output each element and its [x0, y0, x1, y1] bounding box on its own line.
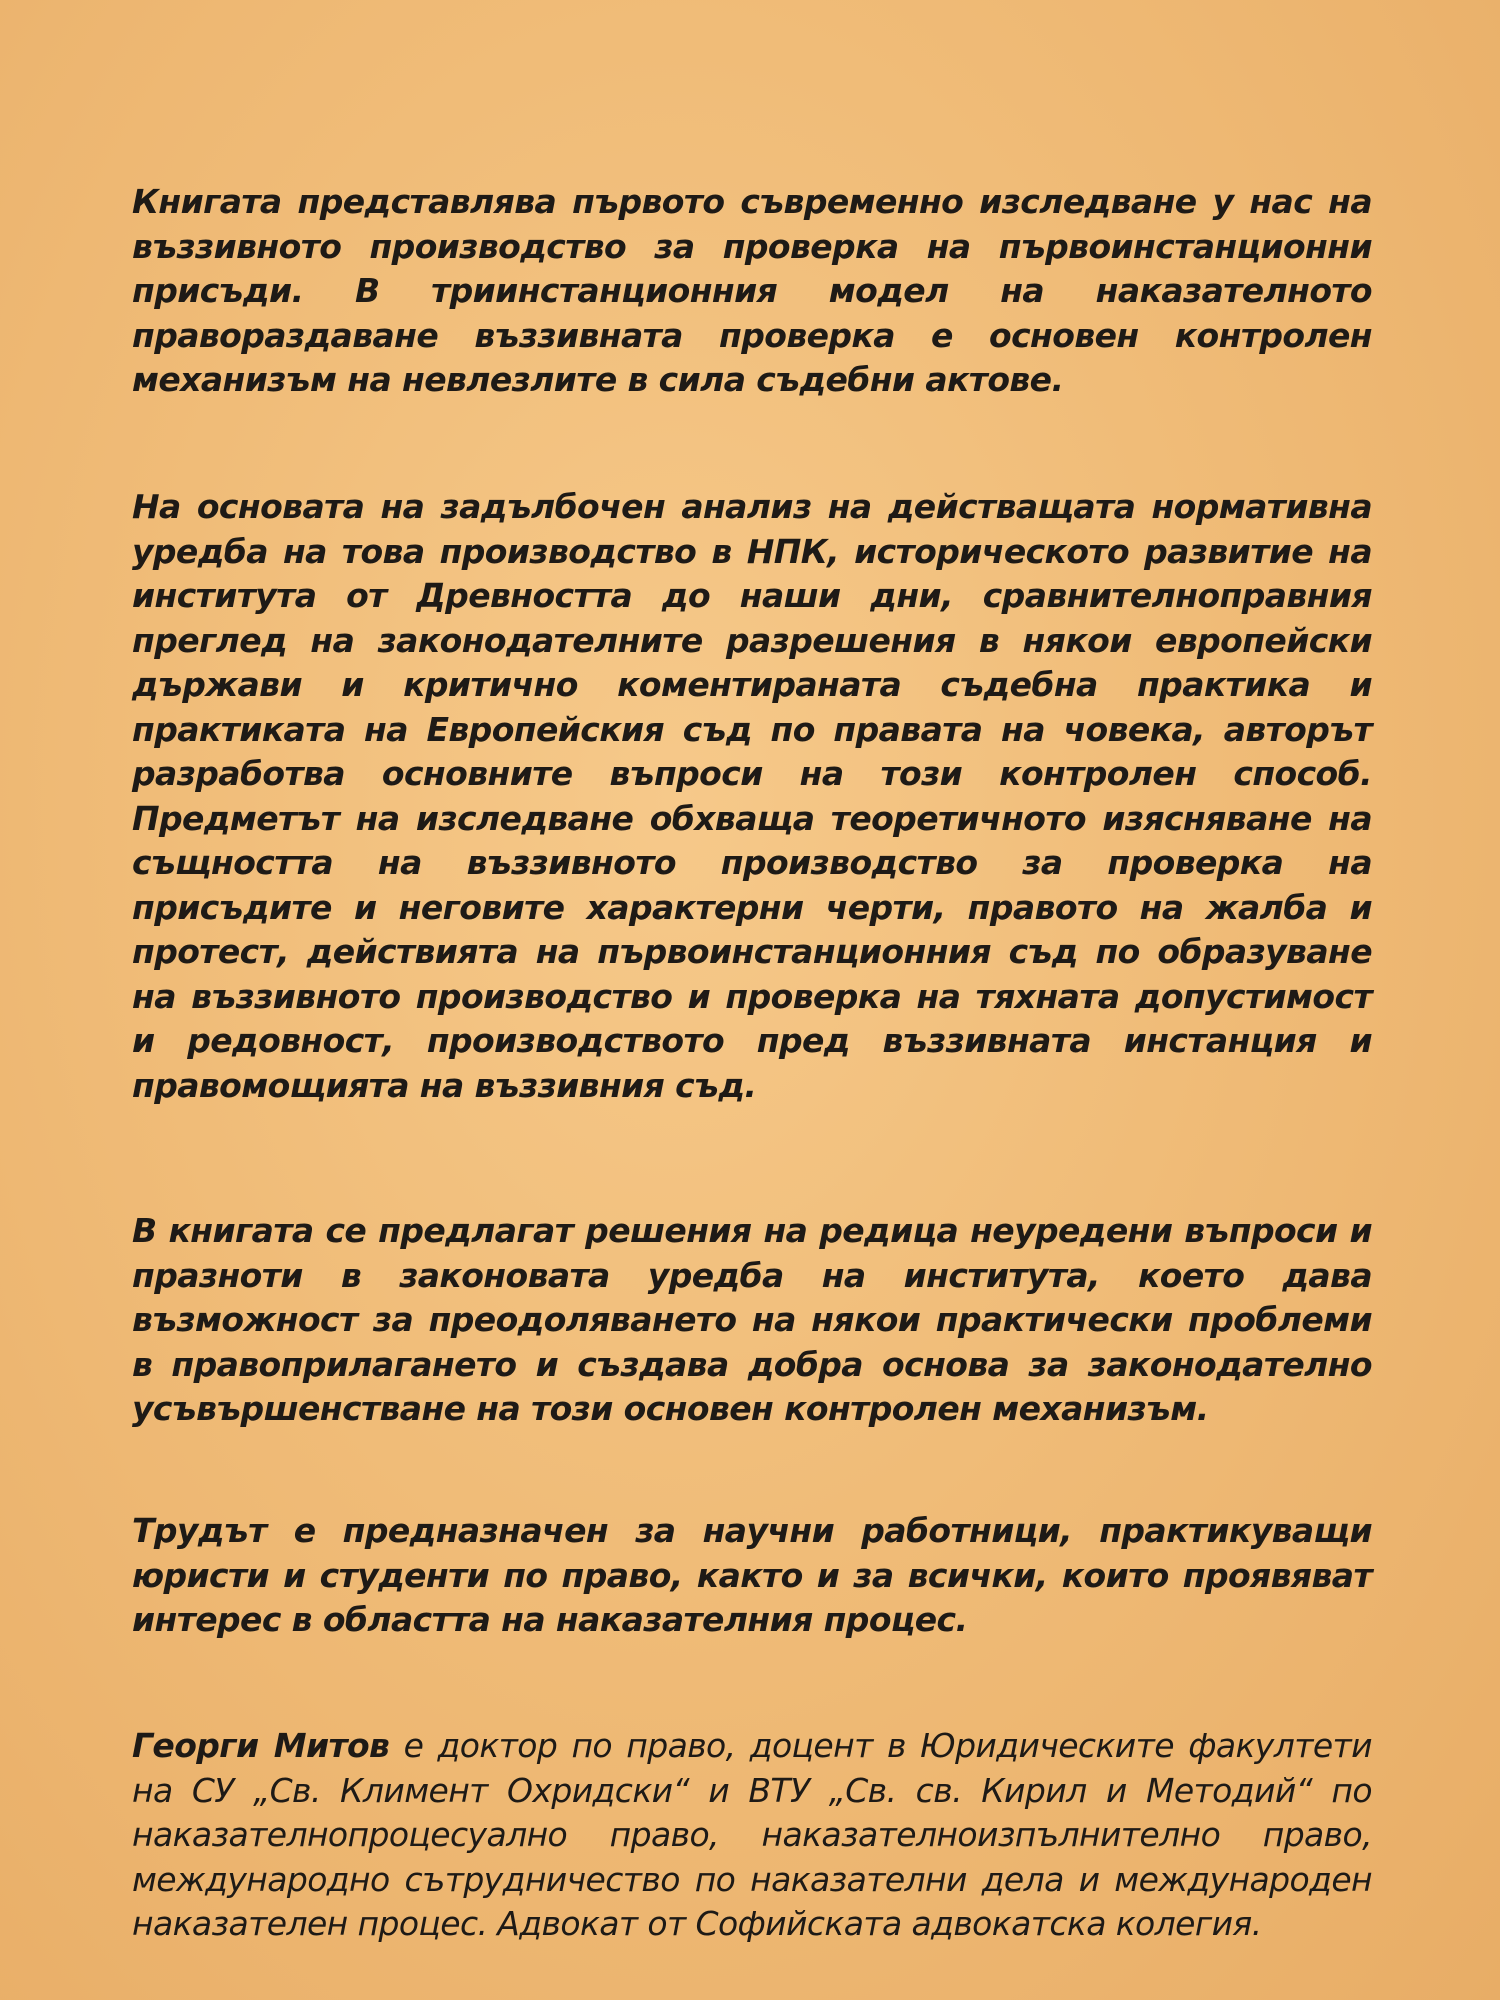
author-name: Георги Митов — [132, 1726, 390, 1765]
description-paragraph-2: На основата на задълбочен анализ на действащата нормативна уредба на това производство в НПК, историческото развитие на института от Древността до наши дни, сравнителноправния преглед на законодателните разрешения в някои европейски държави и критично коментираната съдебна практика и практиката на Европейския съд по правата на човека, авторът разработва основните въпроси на този контролен способ. Предметът на изследване обхваща теоретичното изясняване на същността на въззивното производство за проверка на присъдите и неговите характерни черти, правото на жалба и протест, действията на първоинстанционния съд по образуване на въззивното производство и проверка на тяхната допустимост и редовност, производството пред въззивната инстанция и правомощията на въззивния съд. — [132, 487, 1372, 1105]
description-paragraph-4: Трудът е предназначен за научни работници, практикуващи юристи и студенти по право, както и за всички, които проявяват интерес в областта на наказателния процес. — [132, 1511, 1372, 1639]
description-paragraph-3: В книгата се предлагат решения на редица неуредени въпроси и празноти в законовата уредба на института, което дава възможност за преодоляването на някои практически проблеми в правоприлагането и създава добра основа за законодателно усъвършенстване на този основен контролен механизъм. — [132, 1211, 1372, 1428]
author-bio — [132, 1724, 1372, 1947]
author-bio-text: е доктор по право, доцент в Юридическите факултети на СУ „Св. Климент Охридски“ и ВТУ „Св. св. Кирил и Методий“ по наказателнопроцесуално право, наказателноизпълнително право, международно сътрудничество по наказателни дела и международен наказателен процес. Адвокат от Софийската адвокатска колегия. — [132, 1726, 1372, 1943]
description-paragraph-1: Книгата представлява първото съвременно изследване у нас на въззивното производство за проверка на първоинстанционни присъди. В триинстанционния модел на наказателното правораздаване въззивната проверка е основен контролен механизъм на невлезлите в сила съдебни актове. — [132, 182, 1372, 399]
